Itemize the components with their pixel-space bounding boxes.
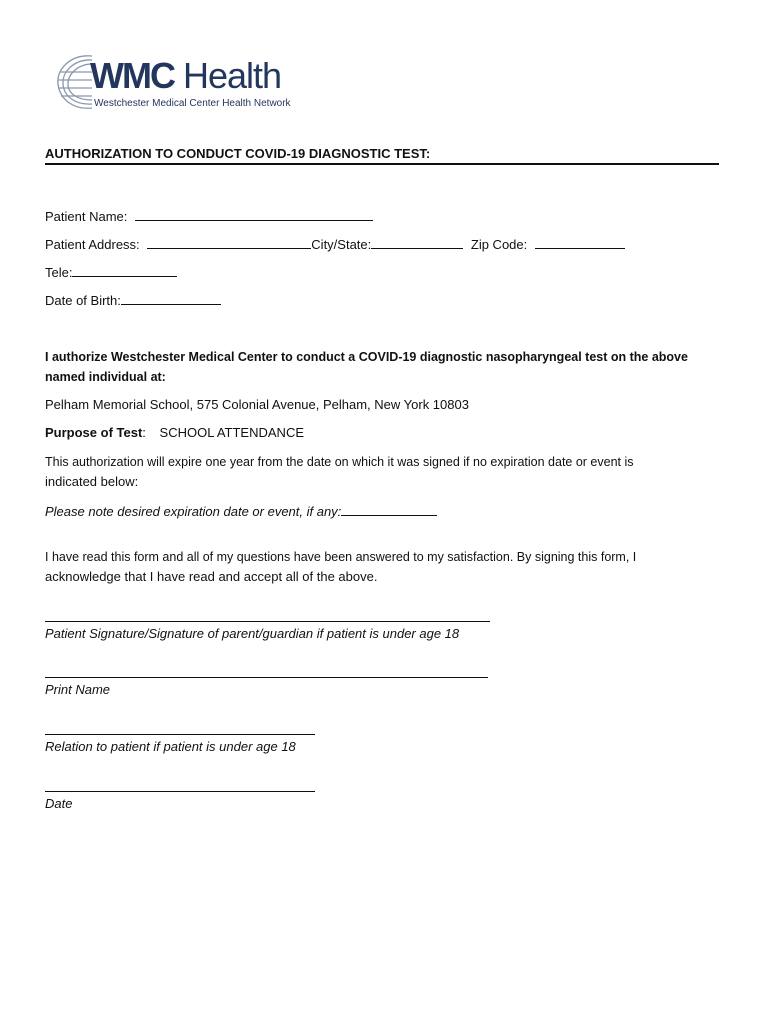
authorize-line-1: I authorize Westchester Medical Center to conduct a COVID-19 diagnostic nasopharyngeal test on the above bbox=[45, 350, 688, 364]
print-name-line[interactable] bbox=[45, 677, 488, 678]
purpose-value: SCHOOL ATTENDANCE bbox=[159, 425, 304, 440]
patient-name-row bbox=[45, 207, 373, 225]
expiration-line-2: indicated below: bbox=[45, 474, 139, 489]
patient-address-row bbox=[45, 235, 625, 253]
patient-signature-line[interactable] bbox=[45, 621, 490, 622]
tele-field[interactable] bbox=[72, 263, 177, 277]
logo-brand-bold: WMC bbox=[90, 55, 174, 96]
zip-code-label: Zip Code: bbox=[470, 237, 528, 252]
expiration-field[interactable] bbox=[341, 502, 437, 516]
acknowledge-line-2: acknowledge that I have read and accept all of the above. bbox=[45, 569, 378, 584]
authorize-line-2: named individual at: bbox=[45, 370, 166, 384]
expiration-row bbox=[45, 502, 437, 520]
patient-signature-caption: Patient Signature/Signature of parent/guardian if patient is under age 18 bbox=[45, 626, 460, 641]
patient-address-label: Patient Address: bbox=[45, 237, 140, 252]
purpose-label: Purpose of Test bbox=[45, 425, 143, 440]
dob-label: Date of Birth: bbox=[45, 293, 121, 308]
date-line[interactable] bbox=[45, 791, 315, 792]
form-heading: AUTHORIZATION TO CONDUCT COVID-19 DIAGNOSTIC TEST: bbox=[45, 146, 431, 161]
logo-subtitle: Westchester Medical Center Health Network bbox=[94, 98, 291, 109]
tele-row bbox=[45, 263, 177, 281]
city-state-label: City/State: bbox=[311, 237, 372, 252]
zip-code-field[interactable] bbox=[535, 235, 625, 249]
test-location: Pelham Memorial School, 575 Colonial Avenue, Pelham, New York 10803 bbox=[45, 397, 469, 412]
city-state-field[interactable] bbox=[371, 235, 463, 249]
patient-address-field[interactable] bbox=[147, 235, 311, 249]
print-name-caption: Print Name bbox=[45, 682, 111, 697]
dob-field[interactable] bbox=[121, 291, 221, 305]
heading-divider bbox=[45, 163, 719, 165]
purpose-colon: : bbox=[142, 425, 146, 440]
patient-name-field[interactable] bbox=[135, 207, 373, 221]
tele-label: Tele: bbox=[45, 265, 73, 280]
logo-brand-light: Health bbox=[183, 55, 282, 96]
acknowledge-line-1: I have read this form and all of my questions have been answered to my satisfaction. By signing this form, I bbox=[45, 550, 637, 564]
expiration-line-1: This authorization will expire one year from the date on which it was signed if no expiration date or event is bbox=[45, 455, 634, 469]
purpose-row bbox=[45, 425, 304, 441]
relation-caption: Relation to patient if patient is under age 18 bbox=[45, 739, 296, 754]
patient-name-label: Patient Name: bbox=[45, 209, 128, 224]
date-caption: Date bbox=[45, 796, 73, 811]
relation-line[interactable] bbox=[45, 734, 315, 735]
dob-row bbox=[45, 291, 221, 309]
expiration-prompt: Please note desired expiration date or event, if any: bbox=[45, 504, 342, 519]
